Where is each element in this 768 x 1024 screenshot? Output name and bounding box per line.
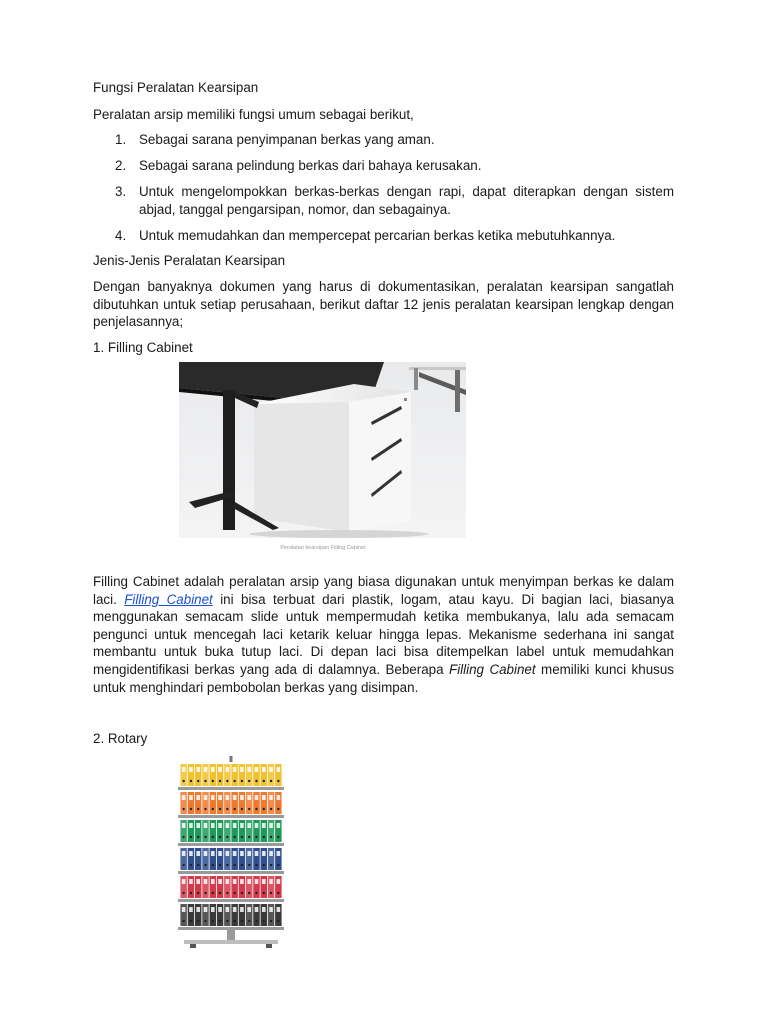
- paragraph-text: memiliki kunci khusus untuk menghindari pembobolan berkas yang disimpan.: [93, 661, 674, 695]
- list-item: Sebagai sarana pelindung berkas dari bahaya kerusakan.: [139, 158, 482, 173]
- section-title-filling-cabinet: 1. Filling Cabinet: [93, 340, 193, 355]
- filling-cabinet-paragraph: [93, 573, 674, 696]
- section-title-rotary: 2. Rotary: [93, 731, 148, 746]
- filling-cabinet-link[interactable]: Filling Cabinet: [124, 591, 213, 607]
- paragraph-text: Filling Cabinet adalah peralatan arsip yang biasa digunakan untuk menyimpan berkas ke dalam laci.: [93, 574, 674, 607]
- list-item: Sebagai sarana penyimpanan berkas yang aman.: [139, 132, 435, 147]
- list-number: 2.: [115, 158, 127, 173]
- filling-cabinet-image: [179, 362, 466, 538]
- list-number: 3.: [115, 184, 127, 199]
- list-item: Untuk memudahkan dan mempercepat percarian berkas ketika mebutuhkannya.: [139, 228, 616, 243]
- list-number: 4.: [115, 228, 127, 243]
- list-number: 1.: [115, 132, 127, 147]
- list-item: Untuk mengelompokkan berkas-berkas dengan rapi, dapat diterapkan dengan sistem abjad, tanggal pengarsipan, nomor, dan sebagainya.: [139, 184, 674, 217]
- intro-text: Peralatan arsip memiliki fungsi umum sebagai berikut,: [93, 107, 414, 122]
- italic-term: Filling Cabinet: [449, 661, 536, 677]
- types-intro-paragraph: Dengan banyaknya dokumen yang harus di dokumentasikan, peralatan kearsipan sangatlah dibutuhkan untuk setiap perusahaan, berikut daftar 12 jenis peralatan kearsipan lengkap dengan penjelasannya;: [93, 279, 674, 330]
- heading-jenis: Jenis-Jenis Peralatan Kearsipan: [93, 253, 286, 268]
- heading-fungsi: Fungsi Peralatan Kearsipan: [93, 80, 259, 95]
- rotary-image: [170, 756, 308, 952]
- image-caption: Peralatan kearsipan Filling Cabinet: [280, 545, 366, 551]
- paragraph-text: ini bisa terbuat dari plastik, logam, atau kayu. Di bagian laci, biasanya menggunakan semacam slide untuk mempermudah ketika membukanya, lalu ada semacam pengunci untuk mencegah laci ketarik keluar hingga lepas. Mekanisme sederhana ini sangat membantu untuk buka tutup laci. Di depan laci bisa ditempelkan label untuk memudahkan mengidentifikasi berkas yang ada di dalamnya. Beberapa: [93, 591, 674, 677]
